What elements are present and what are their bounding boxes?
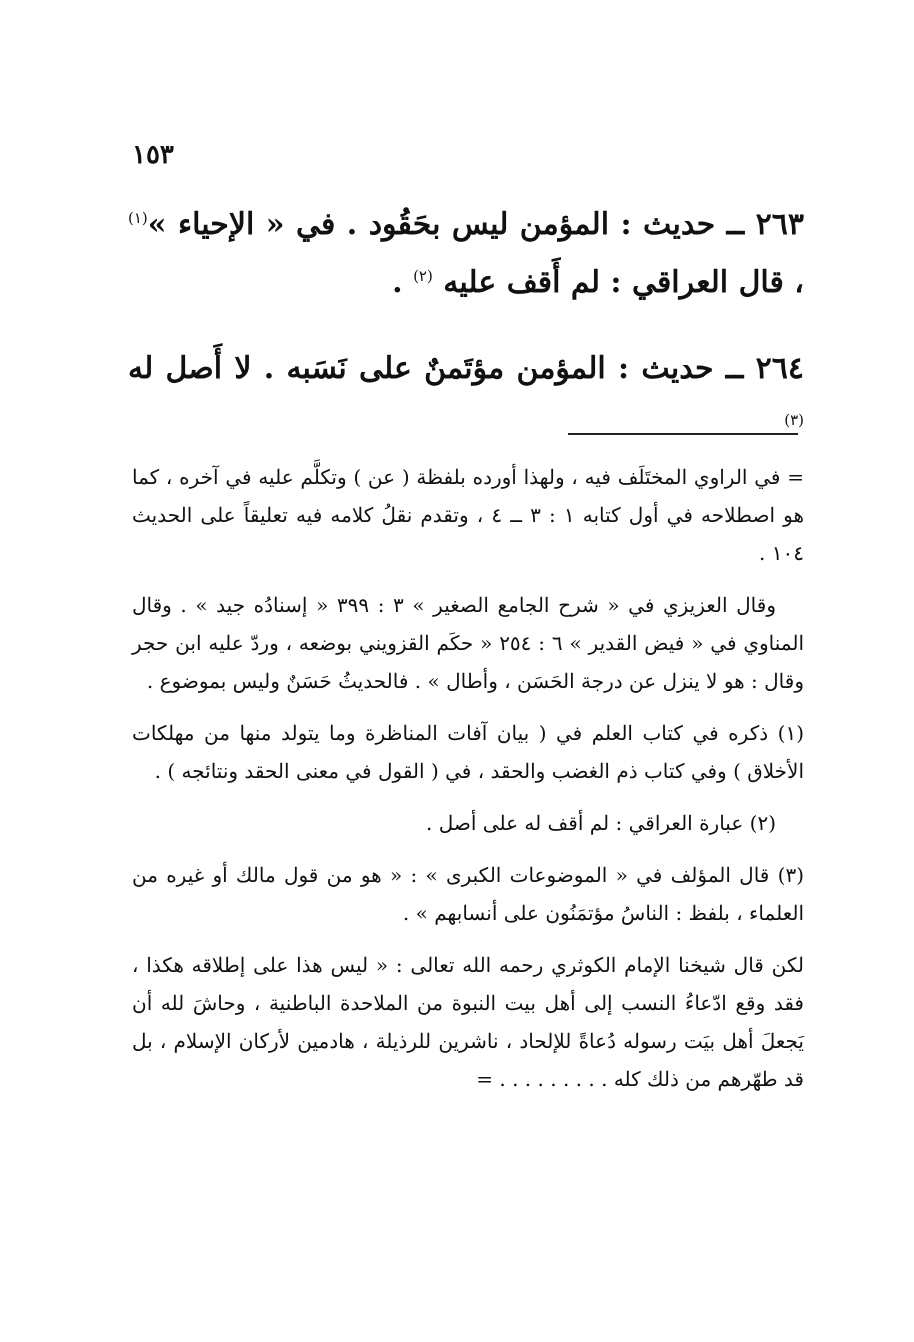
main-text — [128, 196, 804, 456]
footnote-ref-3[interactable]: (٣) — [784, 411, 804, 429]
footnote-ref-2[interactable]: (٢) — [413, 267, 433, 285]
footnote-1: (١) ذكره في كتاب العلم في ( بيان آفات المناظرة وما يتولد منها من مهلكات الأخلاق ) وفي كتاب ذم الغضب والحقد ، في ( القول في معنى الحقد ونتائجه ) . — [132, 721, 804, 783]
hadith-263-end: . — [392, 265, 414, 300]
hadith-264 — [128, 340, 804, 456]
footnote-3: (٣) قال المؤلف في « الموضوعات الكبرى » : « هو من قول مالك أو غيره من العلماء ، بلفظ : الناسُ مؤتمَنُون على أنسابهم » . — [132, 863, 804, 925]
hadith-264-text: ٢٦٤ ــ حديث : المؤمن مؤتَمنٌ على نَسَبه . لا أَصل له — [128, 351, 804, 386]
footnotes — [132, 458, 804, 1098]
hadith-263-text: ٢٦٣ ــ حديث : المؤمن ليس بحَقُود . في « الإحياء » — [147, 207, 804, 242]
footnote-ref-1[interactable]: (١) — [128, 209, 148, 227]
page-number: ١٥٣ — [132, 140, 174, 170]
footnote-continuation-2: وقال العزيزي في « شرح الجامع الصغير » ٣ : ٣٩٩ « إسنادُه جيد » . وقال المناوي في « فيض القدير » ٦ : ٢٥٤ « حكَم القزويني بوضعه ، وردّ عليه ابن حجر وقال : هو لا ينزل عن درجة الحَسَن ، وأطال » . فالحديثُ حَسَنٌ وليس بموضوع . — [132, 593, 804, 693]
hadith-263-text-cont: ، قال العراقي : لم أَقف عليه — [443, 265, 804, 300]
footnote-separator — [568, 433, 798, 435]
hadith-263 — [128, 196, 804, 312]
footnote-3-commentary: لكن قال شيخنا الإمام الكوثري رحمه الله تعالى : « ليس هذا على إطلاقه هكذا ، فقد وقع ادّعاءُ النسب إلى أهل بيت النبوة من الملاحدة الباطنية ، وحاشَ لله أن يَجعلَ أهل بيَت رسوله دُعاةً للإلحاد ، ناشرين للرذيلة ، هادمين لأركان الإسلام ، بل قد طهّرهم من ذلك كله . . . . . . . . . = — [132, 953, 804, 1091]
footnote-2: (٢) عبارة العراقي : لم أقف له على أصل . — [426, 811, 776, 835]
footnote-continuation: = في الراوي المختَلَف فيه ، ولهذا أورده بلفظة ( عن ) وتكلَّم عليه في آخره ، كما هو اصطلاحه في أول كتابه ١ : ٣ ــ ٤ ، وتقدم نقلُ كلامه فيه تعليقاً على الحديث ١٠٤ . — [132, 465, 805, 565]
